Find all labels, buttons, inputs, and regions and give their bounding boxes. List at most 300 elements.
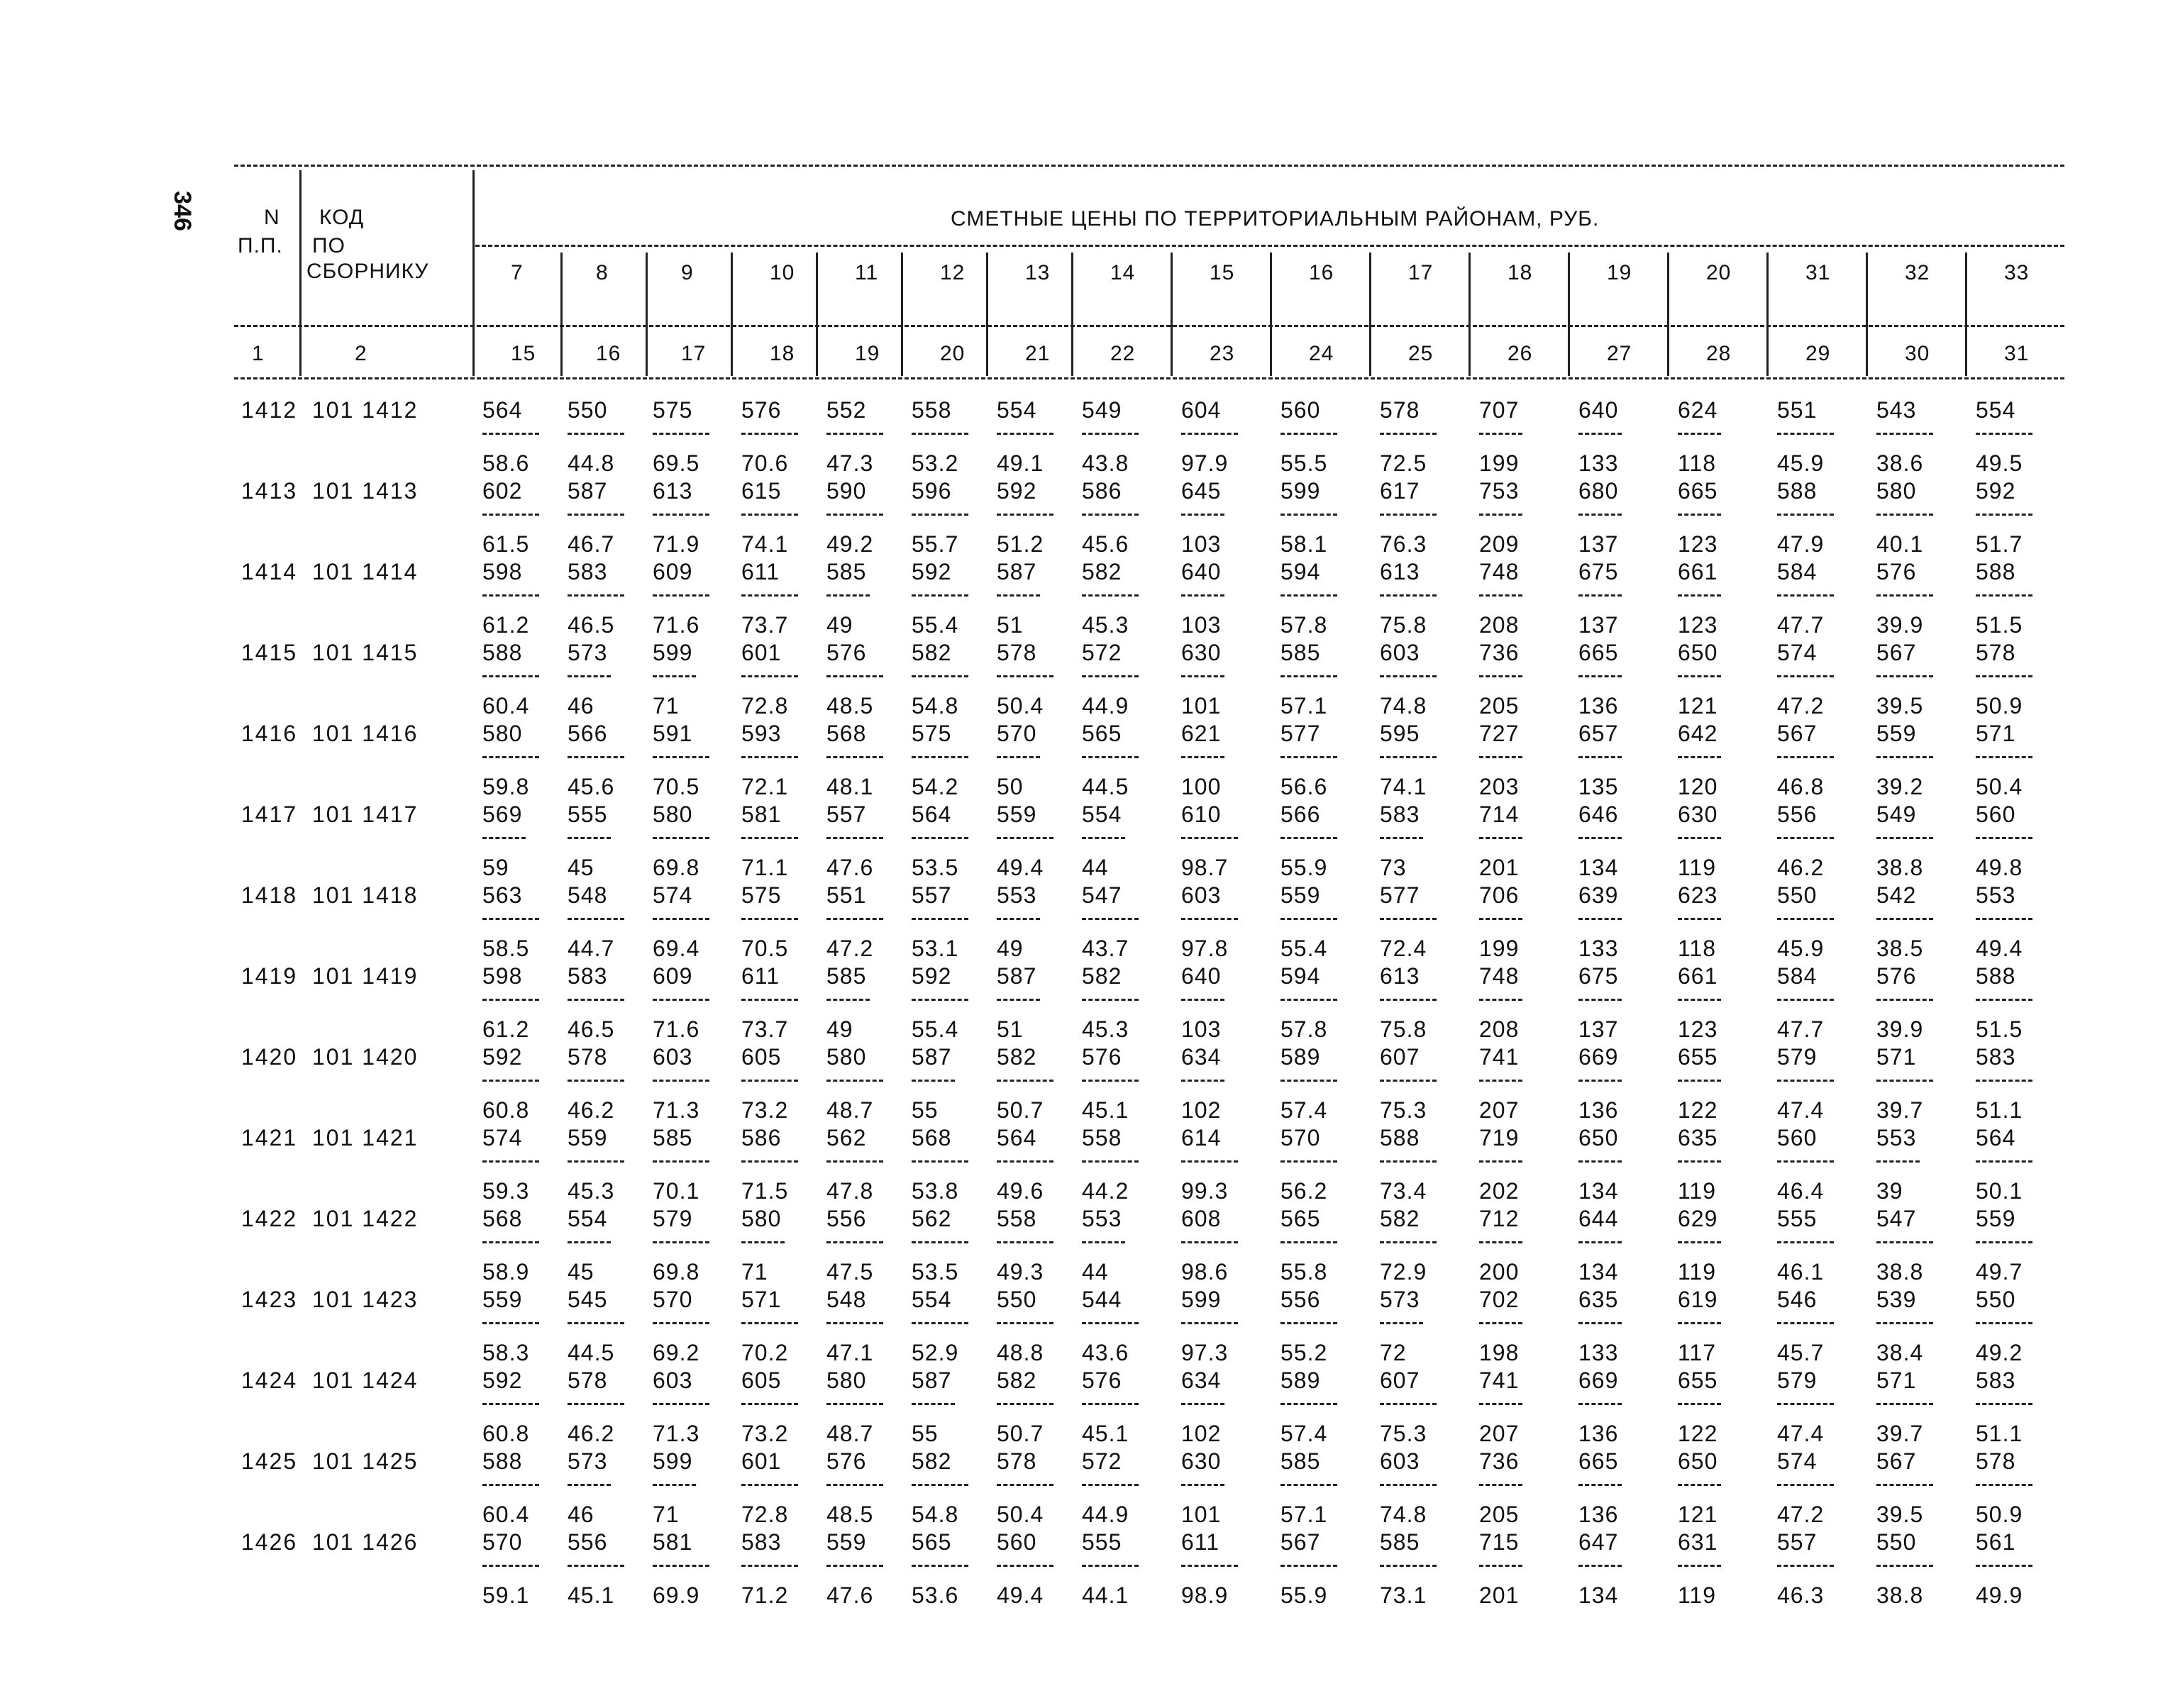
price-bottom: 46.2	[1777, 855, 1825, 880]
price-bottom: 73	[1380, 855, 1407, 880]
price-bottom: 137	[1578, 531, 1619, 557]
price-top: 570	[482, 1529, 523, 1555]
fraction-line	[1380, 1160, 1437, 1163]
price-top: 559	[568, 1125, 608, 1150]
header-sborniku: СБОРНИКУ	[306, 260, 429, 283]
fraction-line	[1280, 514, 1337, 516]
price-top: 559	[997, 802, 1037, 827]
fraction-line	[1280, 1241, 1337, 1243]
price-top: 561	[1976, 1529, 2016, 1555]
price-top: 589	[1280, 1044, 1321, 1070]
fraction-line	[482, 594, 539, 597]
price-top: 582	[1380, 1206, 1420, 1231]
price-bottom: 102	[1181, 1421, 1222, 1446]
price-bottom: 44.7	[568, 936, 615, 961]
price-bottom: 59.8	[482, 774, 530, 799]
fraction-line	[741, 1322, 798, 1324]
price-bottom: 122	[1678, 1097, 1718, 1123]
price-top: 624	[1678, 397, 1718, 423]
fraction-line	[1082, 514, 1139, 516]
price-top: 570	[997, 721, 1037, 746]
fraction-line	[653, 675, 696, 677]
fraction-line	[1678, 1403, 1721, 1405]
price-top: 586	[741, 1125, 782, 1150]
row-code: 101 1423	[312, 1287, 419, 1312]
fraction-line	[653, 433, 709, 435]
fraction-line	[1380, 514, 1437, 516]
price-bottom: 49.5	[1976, 450, 2023, 476]
fraction-line	[1876, 514, 1933, 516]
fraction-line	[1380, 756, 1437, 758]
fraction-line	[1678, 918, 1721, 920]
price-bottom: 76.3	[1380, 531, 1427, 557]
fraction-line	[1777, 1241, 1834, 1243]
row-number: 1426	[241, 1529, 298, 1555]
price-bottom: 74.1	[741, 531, 789, 557]
fraction-line	[826, 594, 870, 597]
fraction-line	[653, 999, 709, 1001]
fraction-line	[1777, 1160, 1834, 1163]
fraction-line	[826, 433, 883, 435]
price-bottom: 133	[1578, 936, 1619, 961]
price-top: 619	[1678, 1287, 1718, 1312]
fraction-line	[1479, 1484, 1522, 1486]
fraction-line	[1479, 1403, 1522, 1405]
fraction-line	[912, 756, 968, 758]
price-top: 552	[826, 397, 867, 423]
price-bottom: 49.4	[1976, 936, 2023, 961]
fraction-line	[482, 675, 539, 677]
header-region-number: 14	[1110, 261, 1136, 284]
price-bottom: 48.5	[826, 1502, 874, 1527]
fraction-line	[826, 1160, 883, 1163]
price-bottom: 123	[1678, 531, 1718, 557]
price-bottom: 45.6	[1082, 531, 1129, 557]
price-top: 592	[1976, 478, 2016, 504]
fraction-line	[741, 675, 798, 677]
price-bottom: 50.4	[1976, 774, 2023, 799]
price-top: 585	[653, 1125, 693, 1150]
price-bottom: 59.1	[482, 1582, 530, 1608]
price-top: 551	[1777, 397, 1818, 423]
fraction-line	[482, 1484, 539, 1486]
price-bottom: 39.9	[1876, 1016, 1924, 1042]
price-bottom: 58.6	[482, 450, 530, 476]
header-colnum: 20	[940, 342, 966, 365]
price-bottom: 45	[568, 1259, 594, 1285]
price-top: 665	[1678, 478, 1718, 504]
fraction-line	[1479, 756, 1522, 758]
price-bottom: 70.5	[741, 936, 789, 961]
price-top: 605	[741, 1368, 782, 1393]
fraction-line	[1280, 918, 1337, 920]
price-bottom: 74.1	[1380, 774, 1427, 799]
price-bottom: 49	[826, 1016, 853, 1042]
price-bottom: 200	[1479, 1259, 1520, 1285]
price-top: 556	[1280, 1287, 1321, 1312]
fraction-line	[568, 514, 624, 516]
price-bottom: 58.9	[482, 1259, 530, 1285]
price-top: 565	[1280, 1206, 1321, 1231]
price-top: 588	[1777, 478, 1818, 504]
fraction-line	[568, 1241, 611, 1243]
fraction-line	[997, 594, 1040, 597]
fraction-line	[741, 1160, 798, 1163]
price-top: 602	[482, 478, 523, 504]
fraction-line	[741, 756, 798, 758]
price-top: 564	[997, 1125, 1037, 1150]
price-bottom: 47.4	[1777, 1097, 1825, 1123]
price-bottom: 137	[1578, 612, 1619, 638]
fraction-line	[1181, 999, 1224, 1001]
price-top: 577	[1380, 882, 1420, 908]
price-bottom: 69.5	[653, 450, 700, 476]
price-bottom: 43.6	[1082, 1340, 1129, 1365]
fraction-line	[997, 1241, 1053, 1243]
price-bottom: 38.5	[1876, 936, 1924, 961]
price-bottom: 44	[1082, 855, 1109, 880]
header-sep-region	[1071, 253, 1073, 376]
price-bottom: 207	[1479, 1097, 1520, 1123]
price-top: 675	[1578, 963, 1619, 989]
header-region-number: 9	[681, 261, 694, 284]
price-top: 570	[1280, 1125, 1321, 1150]
header-sep-region	[1866, 253, 1868, 376]
price-bottom: 47.2	[826, 936, 874, 961]
fraction-line	[482, 756, 539, 758]
price-top: 630	[1181, 640, 1222, 665]
fraction-line	[912, 675, 968, 677]
fraction-line	[1876, 1565, 1933, 1567]
price-bottom: 123	[1678, 612, 1718, 638]
price-bottom: 73.7	[741, 612, 789, 638]
fraction-line	[1976, 514, 2032, 516]
fraction-line	[482, 1241, 539, 1243]
row-code: 101 1414	[312, 559, 419, 584]
fraction-line	[482, 999, 539, 1001]
price-top: 559	[826, 1529, 867, 1555]
fraction-line	[1578, 1484, 1622, 1486]
fraction-line	[568, 675, 611, 677]
price-bottom: 45.6	[568, 774, 615, 799]
price-bottom: 73.7	[741, 1016, 789, 1042]
price-top: 655	[1678, 1044, 1718, 1070]
fraction-line	[1777, 1484, 1834, 1486]
fraction-line	[826, 1322, 883, 1324]
price-bottom: 123	[1678, 1016, 1718, 1042]
price-top: 556	[568, 1529, 608, 1555]
price-bottom: 47.3	[826, 450, 874, 476]
price-bottom: 97.3	[1181, 1340, 1229, 1365]
price-bottom: 100	[1181, 774, 1222, 799]
price-top: 650	[1578, 1125, 1619, 1150]
price-bottom: 51	[997, 612, 1024, 638]
fraction-line	[1479, 999, 1522, 1001]
header-colnum: 18	[770, 342, 795, 365]
price-top: 601	[741, 1448, 782, 1474]
price-top: 571	[1876, 1368, 1917, 1393]
price-bottom: 136	[1578, 693, 1619, 719]
price-bottom: 199	[1479, 936, 1520, 961]
price-bottom: 51.5	[1976, 612, 2023, 638]
price-top: 544	[1082, 1287, 1122, 1312]
price-top: 741	[1479, 1044, 1520, 1070]
price-bottom: 50.4	[997, 693, 1044, 719]
header-kod: КОД	[319, 206, 365, 229]
fraction-line	[1578, 756, 1622, 758]
price-bottom: 48.5	[826, 693, 874, 719]
price-top: 599	[653, 1448, 693, 1474]
fraction-line	[1082, 837, 1125, 839]
fraction-line	[1380, 1322, 1423, 1324]
fraction-line	[1280, 594, 1337, 597]
price-top: 571	[1976, 721, 2016, 746]
price-bottom: 58.3	[482, 1340, 530, 1365]
price-top: 568	[826, 721, 867, 746]
price-top: 592	[912, 963, 952, 989]
header-region-number: 7	[511, 261, 524, 284]
row-code: 101 1422	[312, 1206, 419, 1231]
fraction-line	[1280, 756, 1337, 758]
price-top: 554	[568, 1206, 608, 1231]
price-bottom: 46	[568, 693, 594, 719]
header-sep-region	[1667, 253, 1669, 376]
fraction-line	[1380, 675, 1437, 677]
price-bottom: 136	[1578, 1502, 1619, 1527]
price-top: 574	[1777, 640, 1818, 665]
fraction-line	[1082, 433, 1139, 435]
price-top: 569	[482, 802, 523, 827]
fraction-line	[1678, 1484, 1721, 1486]
price-bottom: 47.7	[1777, 612, 1825, 638]
price-top: 583	[1976, 1368, 2016, 1393]
price-bottom: 40.1	[1876, 531, 1924, 557]
price-top: 592	[997, 478, 1037, 504]
fraction-line	[1976, 999, 2032, 1001]
price-bottom: 51	[997, 1016, 1024, 1042]
row-number: 1417	[241, 802, 298, 827]
fraction-line	[1678, 675, 1721, 677]
price-top: 572	[1082, 640, 1122, 665]
fraction-line	[1082, 1241, 1125, 1243]
price-bottom: 45.3	[1082, 1016, 1129, 1042]
fraction-line	[482, 1080, 539, 1082]
fraction-line	[826, 1080, 883, 1082]
price-bottom: 71.1	[741, 855, 789, 880]
fraction-line	[912, 918, 968, 920]
fraction-line	[997, 1322, 1053, 1324]
price-top: 562	[826, 1125, 867, 1150]
row-number: 1424	[241, 1368, 298, 1393]
price-top: 580	[826, 1368, 867, 1393]
fraction-line	[653, 918, 709, 920]
fraction-line	[1082, 756, 1139, 758]
price-top: 588	[1976, 559, 2016, 584]
price-bottom: 46.1	[1777, 1259, 1825, 1285]
fraction-line	[1380, 999, 1437, 1001]
price-bottom: 55.9	[1280, 855, 1328, 880]
price-bottom: 50.7	[997, 1097, 1044, 1123]
fraction-line	[568, 1080, 624, 1082]
fraction-line	[826, 675, 883, 677]
fraction-line	[1976, 1160, 2032, 1163]
fraction-line	[568, 1565, 624, 1567]
price-top: 558	[912, 397, 952, 423]
price-top: 645	[1181, 478, 1222, 504]
fraction-line	[1976, 433, 2032, 435]
price-top: 543	[1876, 397, 1917, 423]
price-bottom: 49.6	[997, 1178, 1044, 1204]
fraction-line	[1181, 514, 1224, 516]
header-region-number: 8	[596, 261, 609, 284]
fraction-line	[1181, 1160, 1238, 1163]
fraction-line	[1876, 1160, 1920, 1163]
price-bottom: 70.5	[653, 774, 700, 799]
price-top: 585	[826, 559, 867, 584]
header-colnum: 25	[1408, 342, 1434, 365]
header-region-number: 15	[1210, 261, 1235, 284]
fraction-line	[1181, 1565, 1238, 1567]
fraction-line	[1777, 1403, 1834, 1405]
price-bottom: 75.8	[1380, 612, 1427, 638]
row-number: 1418	[241, 882, 298, 908]
price-top: 550	[1876, 1529, 1917, 1555]
fraction-line	[1479, 1160, 1522, 1163]
price-top: 583	[741, 1529, 782, 1555]
price-top: 560	[1976, 802, 2016, 827]
price-top: 559	[1976, 1206, 2016, 1231]
price-top: 554	[1082, 802, 1122, 827]
fraction-line	[1578, 1565, 1622, 1567]
price-top: 631	[1678, 1529, 1718, 1555]
price-bottom: 51.2	[997, 531, 1044, 557]
price-top: 582	[997, 1368, 1037, 1393]
price-top: 582	[997, 1044, 1037, 1070]
fraction-line	[997, 1403, 1053, 1405]
price-bottom: 48.7	[826, 1097, 874, 1123]
fraction-line	[1578, 918, 1622, 920]
price-top: 563	[482, 882, 523, 908]
price-bottom: 73.1	[1380, 1582, 1427, 1608]
price-top: 595	[1380, 721, 1420, 746]
header-region-number: 10	[770, 261, 795, 284]
row-code: 101 1420	[312, 1044, 419, 1070]
price-top: 589	[1280, 1368, 1321, 1393]
fraction-line	[741, 514, 798, 516]
price-bottom: 39.5	[1876, 1502, 1924, 1527]
price-bottom: 52.9	[912, 1340, 959, 1365]
price-top: 557	[826, 802, 867, 827]
price-top: 568	[912, 1125, 952, 1150]
fraction-line	[741, 1241, 785, 1243]
price-bottom: 71	[653, 1502, 680, 1527]
price-bottom: 50.9	[1976, 1502, 2023, 1527]
price-top: 573	[568, 1448, 608, 1474]
fraction-line	[741, 1080, 798, 1082]
header-main-title: СМЕТНЫЕ ЦЕНЫ ПО ТЕРРИТОРИАЛЬНЫМ РАЙОНАМ, РУБ.	[951, 207, 1600, 231]
header-colnum: 26	[1508, 342, 1533, 365]
fraction-line	[912, 1080, 955, 1082]
price-top: 623	[1678, 882, 1718, 908]
fraction-line	[1380, 1080, 1437, 1082]
fraction-line	[912, 1565, 968, 1567]
fraction-line	[568, 1403, 624, 1405]
price-top: 594	[1280, 559, 1321, 584]
price-bottom: 121	[1678, 1502, 1718, 1527]
price-top: 571	[1876, 1044, 1917, 1070]
price-top: 577	[1280, 721, 1321, 746]
price-bottom: 69.8	[653, 1259, 700, 1285]
price-bottom: 71.2	[741, 1582, 789, 1608]
fraction-line	[997, 1565, 1053, 1567]
price-bottom: 103	[1181, 612, 1222, 638]
price-bottom: 57.1	[1280, 693, 1328, 719]
fraction-line	[1181, 594, 1224, 597]
fraction-line	[1777, 675, 1834, 677]
price-top: 650	[1678, 1448, 1718, 1474]
price-top: 614	[1181, 1125, 1222, 1150]
price-top: 580	[482, 721, 523, 746]
price-top: 548	[826, 1287, 867, 1312]
fraction-line	[1976, 594, 2032, 597]
price-top: 575	[653, 397, 693, 423]
fraction-line	[568, 837, 611, 839]
fraction-line	[1876, 1322, 1933, 1324]
fraction-line	[1876, 433, 1933, 435]
fraction-line	[653, 837, 709, 839]
fraction-line	[741, 999, 798, 1001]
price-top: 642	[1678, 721, 1718, 746]
price-bottom: 46.2	[568, 1097, 615, 1123]
header-colnum: 16	[596, 342, 621, 365]
price-bottom: 201	[1479, 855, 1520, 880]
fraction-line	[1181, 1403, 1224, 1405]
price-top: 707	[1479, 397, 1520, 423]
price-top: 719	[1479, 1125, 1520, 1150]
price-bottom: 53.5	[912, 855, 959, 880]
price-top: 560	[1280, 397, 1321, 423]
price-top: 675	[1578, 559, 1619, 584]
fraction-line	[1777, 1565, 1834, 1567]
fraction-line	[1181, 918, 1238, 920]
fraction-line	[1280, 1484, 1337, 1486]
price-bottom: 49.2	[1976, 1340, 2023, 1365]
page-number: 346	[168, 191, 196, 231]
fraction-line	[482, 1160, 539, 1163]
price-top: 557	[912, 882, 952, 908]
fraction-line	[1678, 594, 1721, 597]
price-top: 603	[1380, 640, 1420, 665]
price-bottom: 207	[1479, 1421, 1520, 1446]
fraction-line	[1181, 433, 1238, 435]
price-bottom: 39.5	[1876, 693, 1924, 719]
price-top: 576	[1876, 963, 1917, 989]
price-top: 748	[1479, 559, 1520, 584]
header-sep-region	[1270, 253, 1272, 376]
price-bottom: 75.3	[1380, 1097, 1427, 1123]
header-colnum-2: 2	[355, 342, 367, 365]
price-bottom: 47.8	[826, 1178, 874, 1204]
price-bottom: 51.5	[1976, 1016, 2023, 1042]
fraction-line	[1280, 1403, 1337, 1405]
price-top: 587	[912, 1368, 952, 1393]
fraction-line	[1479, 918, 1522, 920]
price-bottom: 46.7	[568, 531, 615, 557]
price-top: 753	[1479, 478, 1520, 504]
price-bottom: 61.2	[482, 1016, 530, 1042]
price-bottom: 199	[1479, 450, 1520, 476]
price-top: 555	[1082, 1529, 1122, 1555]
